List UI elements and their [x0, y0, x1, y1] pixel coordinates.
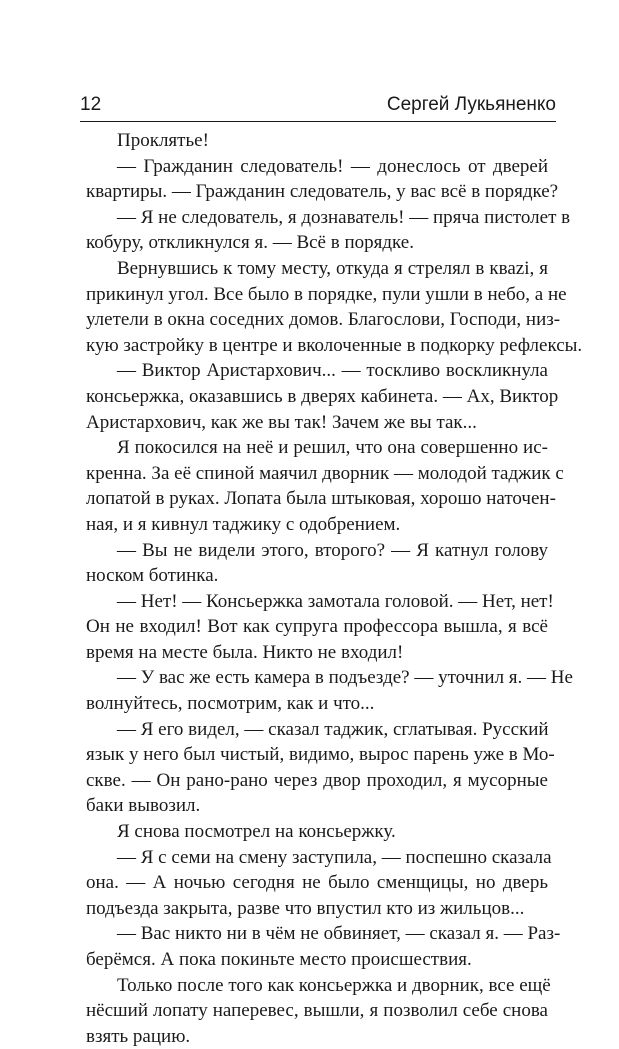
text-line: кую застройку в центре и вколоченные в подкорку рефлексы. — [86, 334, 583, 356]
text-line: подъезда закрыта, разве что впустил кто из жильцов... — [86, 897, 525, 919]
text-line: нёсший лопату наперевес, вышли, я позволил себе снова — [86, 1000, 548, 1022]
text-line: — Я не следователь, я дознаватель! — пряча пистолет в — [117, 206, 571, 228]
text-line: Он не входил! Вот как супруга профессора вышла, я всё — [86, 616, 548, 638]
text-line: консьержка, оказавшись в дверях кабинета. — Ах, Виктор — [86, 385, 559, 407]
text-line: Аристархович, как же вы так! Зачем же вы так... — [86, 411, 477, 433]
text-line: берёмся. А пока покиньте место происшествия. — [86, 949, 472, 970]
text-line: — Я его видел, — сказал таджик, сглатывая. Русский — [117, 718, 549, 740]
text-line: — Вас никто ни в чём не обвиняет, — сказал я. — Раз- — [117, 923, 561, 945]
text-line: квартиры. — Гражданин следователь, у вас всё в порядке? — [86, 181, 559, 203]
text-line: — Гражданин следователь! — донеслось от дверей — [117, 155, 548, 177]
text-line: скве. — Он рано-рано через двор проходил, я мусорные — [86, 769, 548, 791]
text-line: улетели в окна соседних домов. Благослови, Господи, низ- — [86, 309, 561, 331]
text-line: язык у него был чистый, видимо, вырос парень уже в Мо- — [86, 744, 555, 766]
text-line: ная, и я кивнул таджику с одобрением. — [86, 513, 401, 535]
body-text — [86, 128, 583, 1049]
text-line: Только после того как консьержка и дворник, все ещё — [117, 974, 551, 996]
header-divider — [80, 121, 556, 122]
text-line: волнуйтесь, посмотрим, как и что... — [86, 693, 375, 715]
text-line: баки вывозил. — [86, 795, 201, 817]
text-line: Я покосился на неё и решил, что она совершенно ис- — [117, 437, 548, 459]
text-line: прикинул угол. Все было в порядке, пули ушли в небо, а не — [86, 283, 567, 305]
running-head-author: Сергей Лукьяненко — [386, 94, 556, 115]
text-line: лопатой в руках. Лопата была штыковая, хорошо наточен- — [86, 488, 556, 510]
page-header — [80, 92, 556, 120]
text-line: время на месте была. Никто не входил! — [86, 641, 404, 663]
text-line: Проклятье! — [117, 130, 209, 151]
text-line: кренна. За её спиной маячил дворник — молодой таджик с — [86, 462, 564, 484]
text-line: — Нет! — Консьержка замотала головой. — Нет, нет! — [117, 590, 554, 612]
text-line: — Виктор Аристархович... — тоскливо воскликнула — [117, 360, 548, 382]
text-line: она. — А ночью сегодня не было сменщицы, но дверь — [86, 872, 548, 894]
text-line: — У вас же есть камера в подъезде? — уточнил я. — Не — [117, 667, 573, 689]
text-line: — Вы не видели этого, второго? — Я катнул голову — [117, 539, 548, 561]
text-line: — Я с семи на смену заступила, — поспешно сказала — [117, 846, 552, 868]
text-line: кобуру, откликнулся я. — Всё в порядке. — [86, 232, 414, 254]
text-line: Я снова посмотрел на консьержку. — [117, 821, 396, 843]
page-number: 12 — [80, 94, 102, 115]
text-line: Вернувшись к тому месту, откуда я стрелял в кваzi, я — [117, 257, 548, 279]
text-line: взять рацию. — [86, 1025, 191, 1047]
text-line: носком ботинка. — [86, 565, 219, 587]
